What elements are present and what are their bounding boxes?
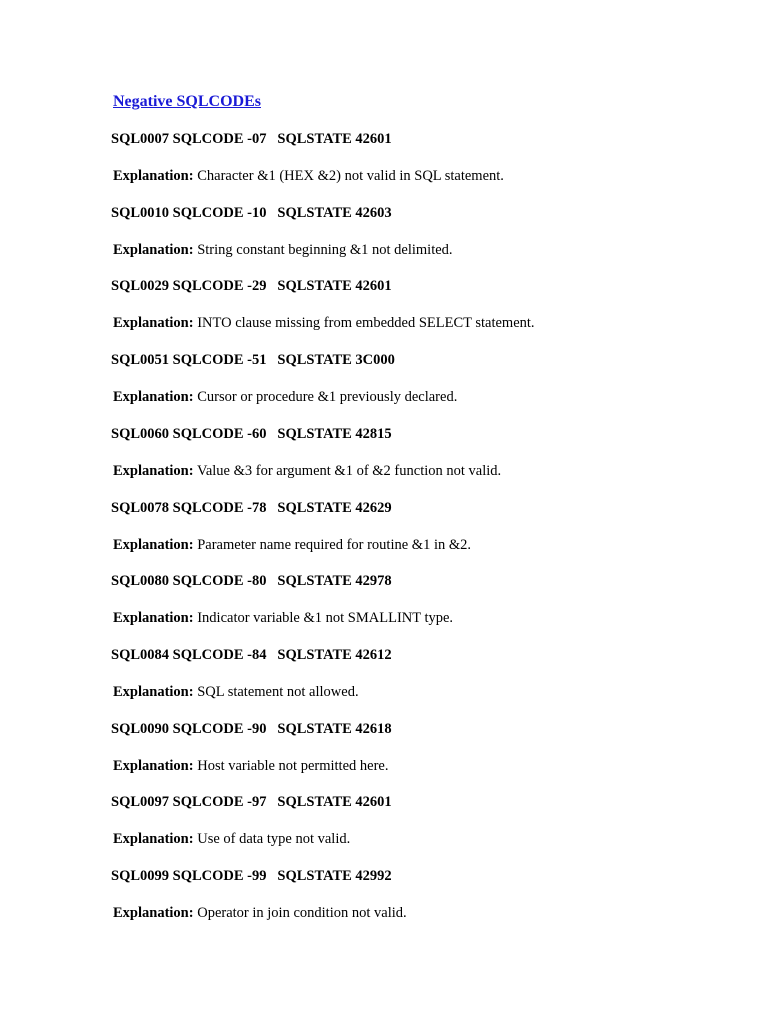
sqlstate: SQLSTATE 42618 (277, 721, 392, 737)
sqlstate: SQLSTATE 42992 (277, 868, 392, 884)
message-id: SQL0060 (111, 426, 170, 442)
entry-heading (111, 500, 392, 517)
explanation-text: String constant beginning &1 not delimited. (197, 242, 453, 258)
message-id: SQL0099 (111, 868, 170, 884)
sqlstate: SQLSTATE 42603 (277, 205, 392, 221)
entry-explanation (113, 831, 350, 848)
explanation-label: Explanation: (113, 463, 194, 479)
entry-explanation (113, 905, 407, 922)
sqlstate: SQLSTATE 3C000 (277, 352, 395, 368)
entry-explanation (113, 168, 504, 185)
entry-heading (111, 647, 392, 664)
explanation-text: Value &3 for argument &1 of &2 function not valid. (196, 463, 502, 479)
explanation-label: Explanation: (113, 610, 194, 626)
entry-heading (111, 794, 392, 811)
sqlcode: SQLCODE -84 (172, 647, 267, 663)
sqlcode: SQLCODE -07 (172, 131, 267, 147)
sqlcode: SQLCODE -10 (172, 205, 267, 221)
message-id: SQL0080 (111, 573, 170, 589)
sqlcode: SQLCODE -99 (172, 868, 267, 884)
message-id: SQL0078 (111, 500, 170, 516)
sqlcode: SQLCODE -97 (172, 794, 267, 810)
explanation-text: Use of data type not valid. (197, 831, 351, 847)
entry-heading (111, 205, 392, 222)
explanation-label: Explanation: (113, 684, 194, 700)
explanation-text: Host variable not permitted here. (197, 758, 389, 774)
sqlstate: SQLSTATE 42978 (277, 573, 392, 589)
sqlstate: SQLSTATE 42601 (277, 794, 392, 810)
message-id: SQL0007 (111, 131, 170, 147)
explanation-text: INTO clause missing from embedded SELECT statement. (197, 315, 535, 331)
sqlstate: SQLSTATE 42612 (277, 647, 392, 663)
entry-explanation (113, 242, 453, 259)
entry-heading (111, 426, 392, 443)
sqlstate: SQLSTATE 42629 (277, 500, 392, 516)
entry-explanation (113, 537, 471, 554)
sqlstate: SQLSTATE 42601 (277, 131, 392, 147)
sqlstate: SQLSTATE 42601 (277, 278, 392, 294)
entry-heading (111, 352, 395, 369)
explanation-text: SQL statement not allowed. (197, 684, 359, 700)
explanation-label: Explanation: (113, 905, 194, 921)
explanation-label: Explanation: (113, 168, 194, 184)
entry-explanation (113, 684, 359, 701)
entry-heading (111, 868, 392, 885)
message-id: SQL0097 (111, 794, 170, 810)
entry-heading (111, 721, 392, 738)
explanation-label: Explanation: (113, 315, 194, 331)
explanation-text: Cursor or procedure &1 previously declared. (197, 389, 458, 405)
explanation-label: Explanation: (113, 758, 194, 774)
entry-explanation (113, 389, 457, 406)
sqlcode: SQLCODE -78 (172, 500, 267, 516)
explanation-label: Explanation: (113, 831, 194, 847)
sqlcode: SQLCODE -60 (172, 426, 267, 442)
entry-explanation (113, 315, 535, 332)
explanation-text: Parameter name required for routine &1 in &2. (197, 537, 472, 553)
sqlcode: SQLCODE -29 (172, 278, 267, 294)
entry-explanation (113, 610, 453, 627)
explanation-label: Explanation: (113, 389, 194, 405)
entry-explanation (113, 463, 501, 480)
message-id: SQL0090 (111, 721, 170, 737)
message-id: SQL0029 (111, 278, 170, 294)
sqlcode: SQLCODE -90 (172, 721, 267, 737)
message-id: SQL0051 (111, 352, 170, 368)
entry-heading (111, 131, 392, 148)
entry-heading (111, 573, 392, 590)
explanation-text: Operator in join condition not valid. (197, 905, 407, 921)
message-id: SQL0010 (111, 205, 170, 221)
sqlstate: SQLSTATE 42815 (277, 426, 392, 442)
explanation-label: Explanation: (113, 242, 194, 258)
sqlcode: SQLCODE -51 (172, 352, 267, 368)
explanation-text: Character &1 (HEX &2) not valid in SQL statement. (197, 168, 504, 184)
entry-heading (111, 278, 392, 295)
explanation-text: Indicator variable &1 not SMALLINT type. (197, 610, 454, 626)
explanation-label: Explanation: (113, 537, 194, 553)
message-id: SQL0084 (111, 647, 170, 663)
sqlcode: SQLCODE -80 (172, 573, 267, 589)
entry-explanation (113, 758, 388, 775)
document-title[interactable]: Negative SQLCODEs (113, 93, 261, 110)
